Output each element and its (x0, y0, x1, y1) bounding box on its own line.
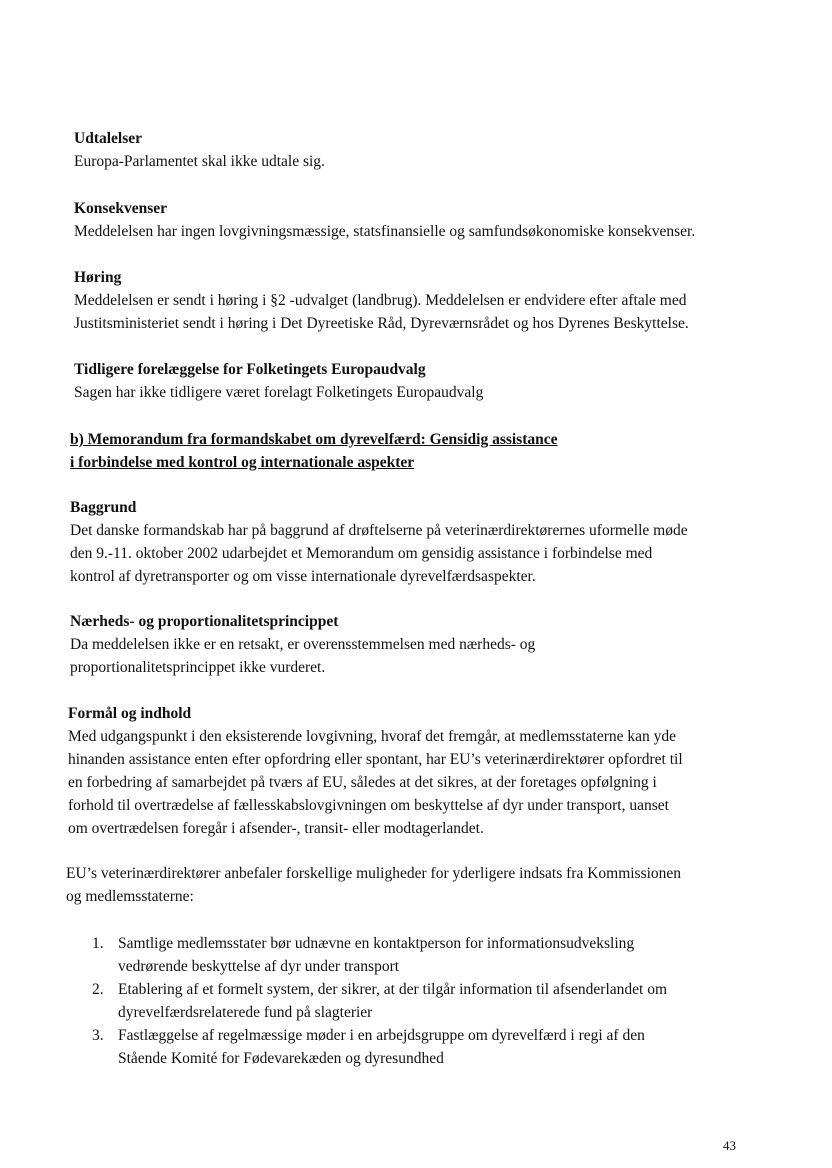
paragraph-line: EU’s veterinærdirektører anbefaler forskellige muligheder for yderligere indsats fra Kommissionen (66, 865, 682, 882)
list-item-line: Samtlige medlemsstater bør udnævne en kontaktperson for informationsudveksling (118, 935, 635, 952)
list-item-line: Etablering af et formelt system, der sikrer, at der tilgår information til afsenderlandet om (118, 981, 668, 998)
paragraph-line: forhold til overtrædelse af fællesskabslovgivningen om beskyttelse af dyr under transport, uanset (68, 797, 669, 814)
paragraph-line: en forbedring af samarbejdet på tværs af EU, således at det sikres, at der foretages opfølgning i (68, 774, 657, 791)
list-item-line: vedrørende beskyttelse af dyr under transport (118, 958, 400, 975)
paragraph-line: Justitsministeriet sendt i høring i Det Dyreetiske Råd, Dyreværnsrådet og hos Dyrenes Beskyttelse. (74, 315, 689, 332)
paragraph-line: Med udgangspunkt i den eksisterende lovgivning, hvoraf det fremgår, at medlemsstaterne kan yde (68, 728, 677, 745)
paragraph-line: Meddelelsen er sendt i høring i §2 -udvalget (landbrug). Meddelelsen er endvidere efter aftale med (74, 292, 687, 309)
list-number: 1. (92, 935, 104, 952)
paragraph-line: Meddelelsen har ingen lovgivningsmæssige, statsfinansielle og samfundsøkonomiske konsekvenser. (74, 223, 696, 240)
section-heading: Konsekvenser (74, 200, 167, 217)
section-heading: Høring (74, 269, 122, 286)
paragraph-line: kontrol af dyretransporter og om visse internationale dyrevelfærdsaspekter. (70, 568, 536, 585)
paragraph-line: Da meddelelsen ikke er en retsakt, er overensstemmelsen med nærheds- og (70, 636, 536, 653)
list-item-line: dyrevelfærdsrelaterede fund på slagterier (118, 1004, 373, 1021)
page-number: 43 (723, 1138, 736, 1153)
memorandum-title-line: b) Memorandum fra formandskabet om dyrevelfærd: Gensidig assistance (70, 431, 558, 448)
paragraph-line: hinanden assistance enten efter opfordring eller spontant, har EU’s veterinærdirektører opfordret til (68, 751, 683, 768)
list-number: 2. (92, 981, 104, 998)
list-number: 3. (92, 1027, 104, 1044)
section-heading: Udtalelser (74, 130, 143, 147)
paragraph-line: Det danske formandskab har på baggrund af drøftelserne på veterinærdirektørernes uformelle møde (70, 522, 688, 539)
section-heading: Baggrund (70, 499, 137, 516)
section-heading: Nærheds- og proportionalitetsprincippet (70, 613, 339, 630)
paragraph-line: om overtrædelsen foregår i afsender-, transit- eller modtagerlandet. (68, 820, 484, 837)
section-heading: Formål og indhold (68, 705, 192, 722)
paragraph-line: den 9.-11. oktober 2002 udarbejdet et Memorandum om gensidig assistance i forbindelse med (70, 545, 653, 562)
memorandum-title-line: i forbindelse med kontrol og internationale aspekter (70, 454, 415, 471)
paragraph-line: proportionalitetsprincippet ikke vurderet. (70, 659, 326, 676)
paragraph-line: og medlemsstaterne: (66, 888, 194, 905)
list-item-line: Stående Komité for Fødevarekæden og dyresundhed (118, 1050, 444, 1067)
list-item-line: Fastlæggelse af regelmæssige møder i en arbejdsgruppe om dyrevelfærd i regi af den (118, 1027, 645, 1044)
section-heading: Tidligere forelæggelse for Folketingets Europaudvalg (74, 361, 426, 378)
paragraph-line: Europa-Parlamentet skal ikke udtale sig. (74, 153, 325, 170)
paragraph-line: Sagen har ikke tidligere været forelagt Folketingets Europaudvalg (74, 384, 484, 401)
